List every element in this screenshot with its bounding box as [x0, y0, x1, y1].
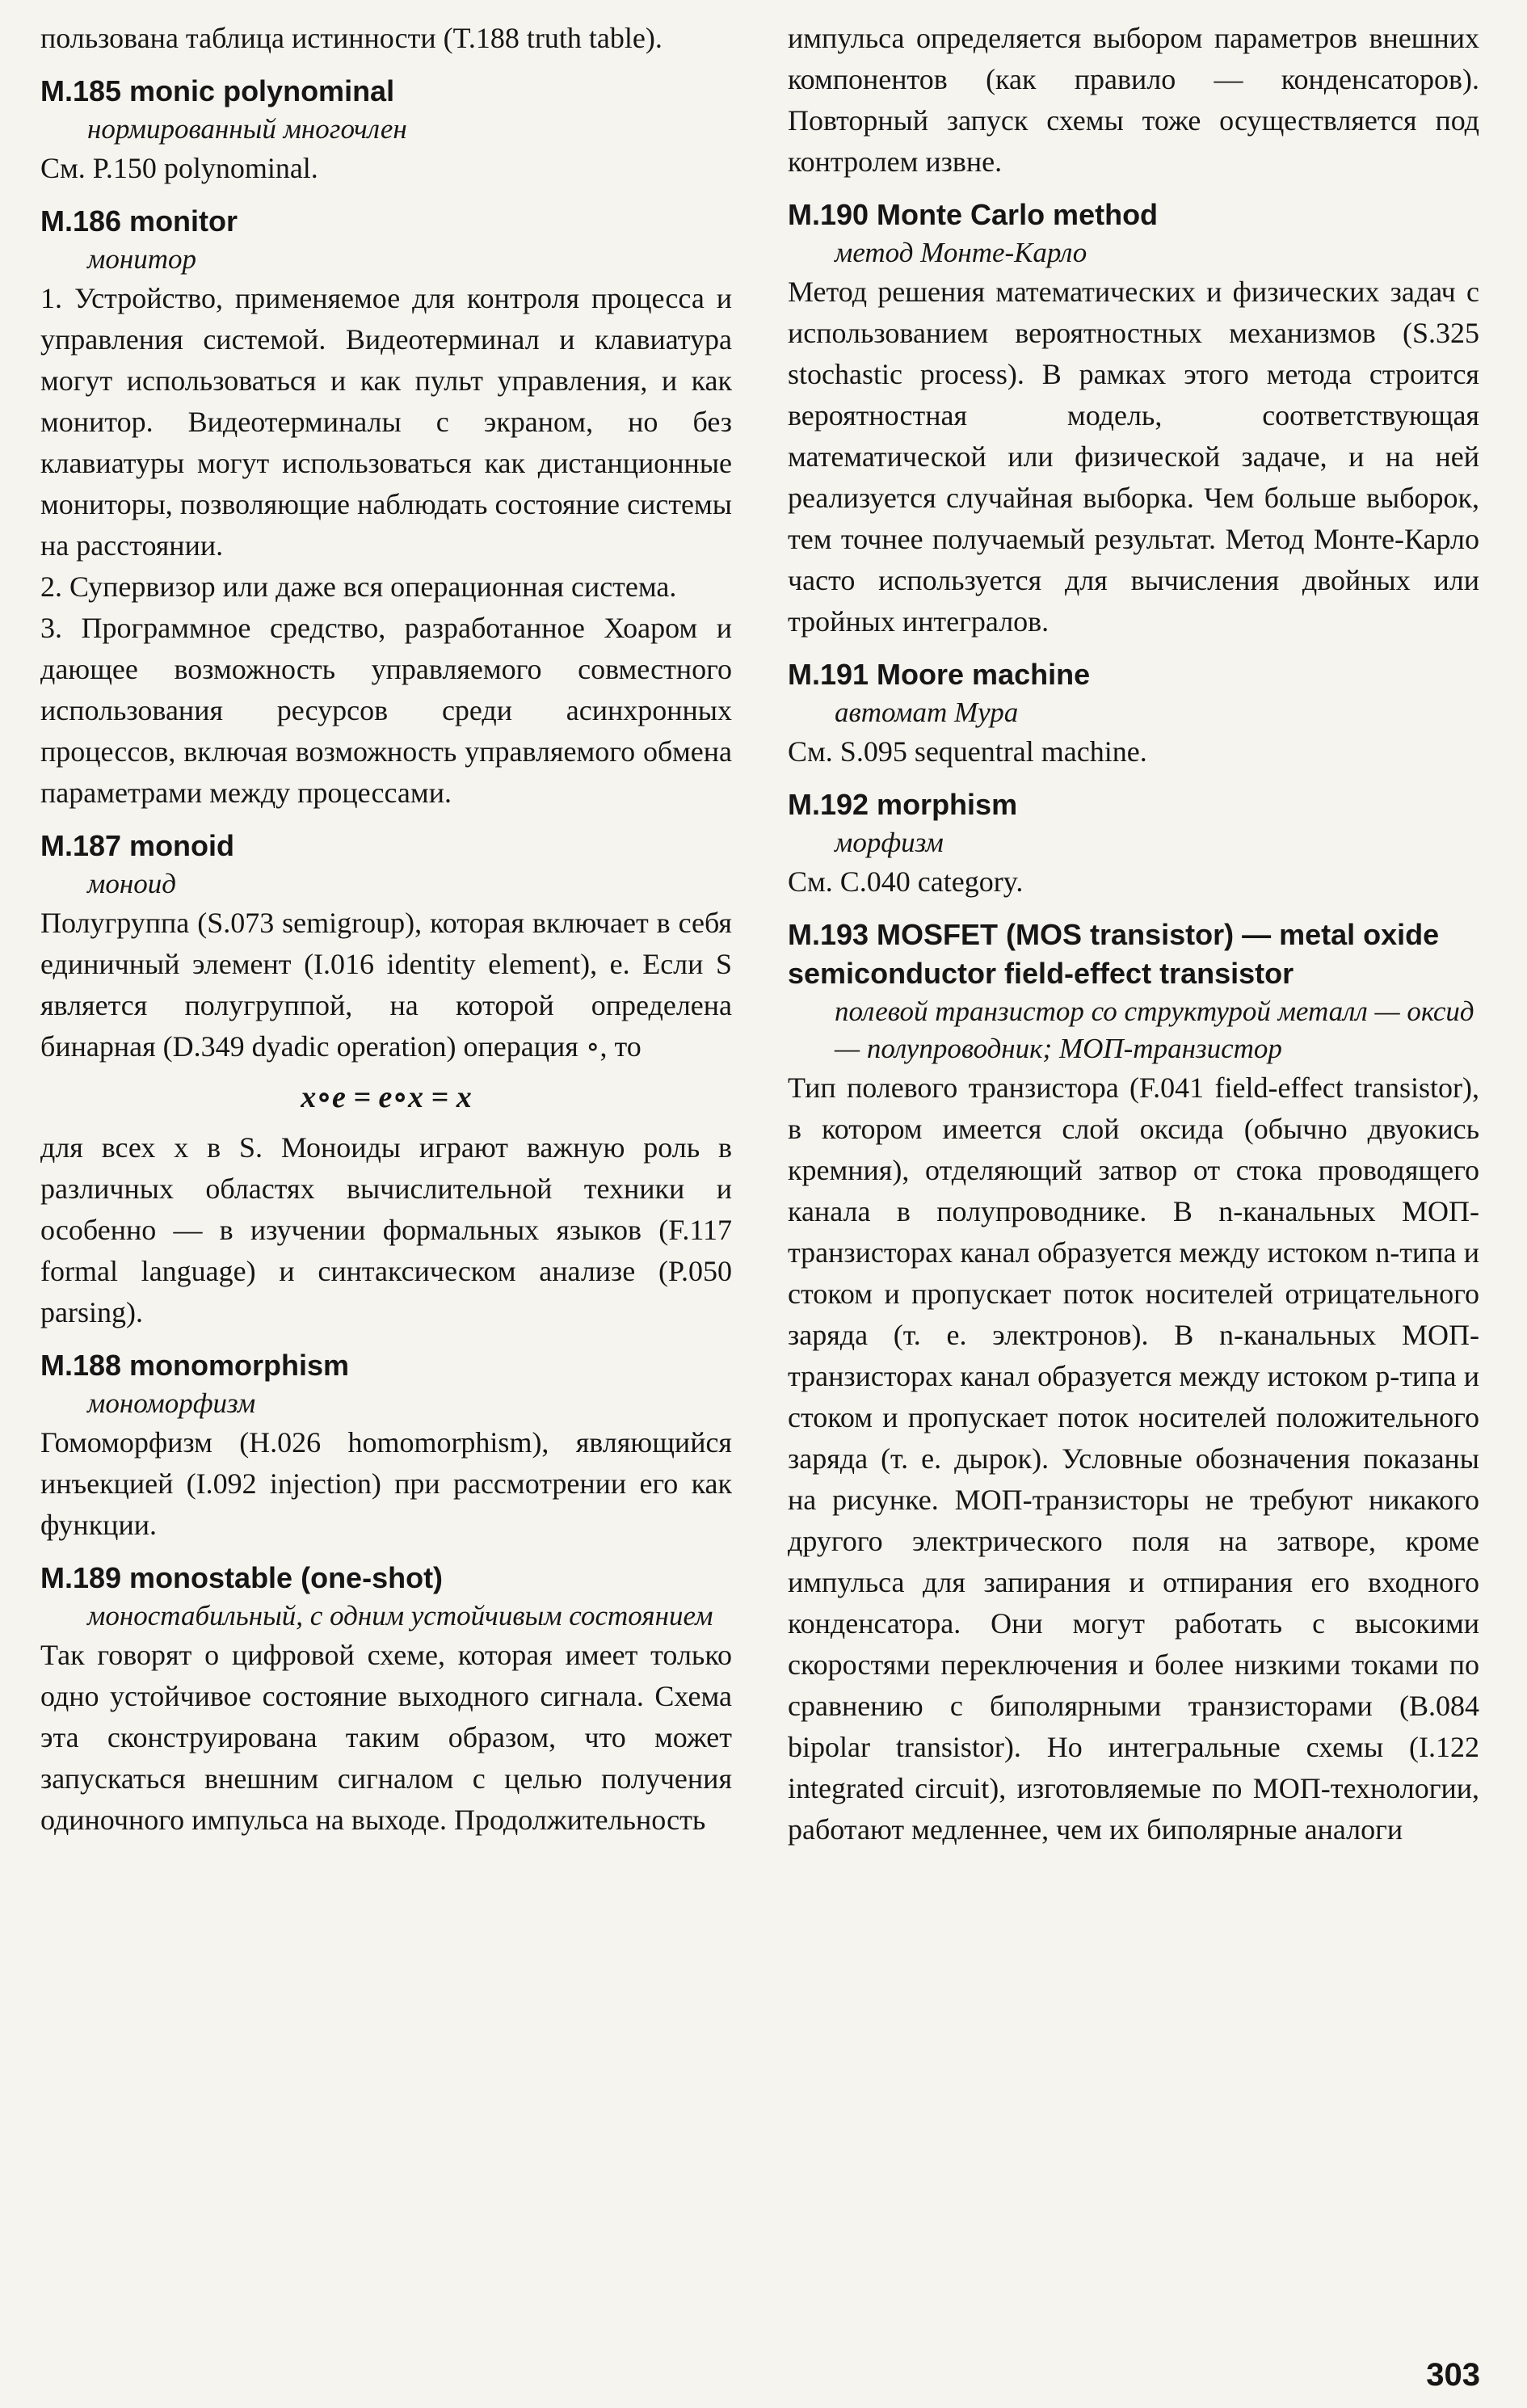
entry-m193 — [788, 916, 1479, 1850]
entry-heading: M.193 MOSFET (MOS transistor) — metal oxide semiconductor field-effect transistor — [788, 918, 1440, 990]
entry-m185 — [40, 72, 732, 189]
entry-translation: монитор — [87, 243, 196, 275]
entry-heading: M.185 monic polynominal — [40, 74, 395, 107]
formula: x∘e = e∘x = x — [301, 1080, 472, 1114]
entry-text: 1. Устройство, применяемое для контроля процесса и управления системой. Видеотерминал и клавиатура могут использоваться и как пульт управления, и как монитор. Видеотерминалы с экраном, но без клавиатуры могут использоваться как дистанционные мониторы, позволяющие наблюдать состояние системы на расстоянии. — [40, 282, 732, 562]
entry-translation: моностабильный, с одним устойчивым состоянием — [87, 1600, 713, 1631]
entry-heading: M.186 monitor — [40, 204, 238, 238]
entry-text: Полугруппа (S.073 semigroup), которая включает в себя единичный элемент (I.016 identity element), e. Если S является полугруппой, на которой определена бинарная (D.349 dyadic operation) операция ∘, то — [40, 907, 732, 1063]
entry-text: Гомоморфизм (H.026 homomorphism), являющийся инъекцией (I.092 injection) при рассмотрении его как функции. — [40, 1426, 732, 1541]
entry-text: 2. Супервизор или даже вся операционная система. — [40, 570, 677, 603]
entry-text: Метод решения математических и физических задач с использованием вероятностных механизмов (S.325 stochastic process). В рамках этого метода строится вероятностная модель, соответствующая математической или физической задаче, и на ней реализуется случайная выборка. Чем больше выборок, тем точнее получаемый результат. Метод Монте-Карло часто используется для вычисления двойных или тройных интегралов. — [788, 276, 1479, 638]
entry-text: Так говорят о цифровой схеме, которая имеет только одно устойчивое состояние выходного сигнала. Схема эта сконструирована таким образом, что может запускаться внешним сигналом с целью получения одиночного импульса на выходе. Продолжительность — [40, 1639, 732, 1836]
page-number: 303 — [1426, 2357, 1480, 2393]
right-column — [788, 18, 1479, 1850]
entry-text: для всех x в S. Моноиды играют важную роль в различных областях вычислительной техники и особенно — в изучении формальных языков (F.117 formal language) и синтаксическом анализе (P.050 parsing). — [40, 1131, 732, 1328]
entry-heading: M.187 monoid — [40, 829, 235, 862]
continued-text: пользована таблица истинности (T.188 truth table). — [40, 22, 663, 54]
entry-heading: M.189 monostable (one-shot) — [40, 1561, 444, 1594]
entry-translation: моноид — [87, 868, 176, 899]
entry-m192 — [788, 785, 1479, 903]
entry-text: 3. Программное средство, разработанное Хоаром и дающее возможность управляемого совместного использования ресурсов среди асинхронных процессов, включая возможность управляемого обмена параметрами между процессами. — [40, 612, 732, 809]
entry-translation: метод Монте-Карло — [835, 237, 1087, 268]
entry-text: См. C.040 category. — [788, 865, 1024, 898]
entry-translation: полевой транзистор со структурой металл — оксид — полупроводник; МОП-транзистор — [835, 996, 1474, 1064]
entry-m187 — [40, 827, 732, 1333]
continued-text: импульса определяется выбором параметров внешних компонентов (как правило — конденсаторов). Повторный запуск схемы тоже осуществляется под контролем извне. — [788, 22, 1479, 178]
entry-text: Тип полевого транзистора (F.041 field-effect transistor), в котором имеется слой оксида (обычно двуокись кремния), отделяющий затвор от стока проводящего канала в полупроводнике. В n-канальных МОП-транзисторах канал образуется между истоком n-типа и стоком и пропускает поток носителей отрицательного заряда (т. е. электронов). В n-канальных МОП-транзисторах канал образуется между истоком p-типа и стоком и пропускает поток носителей положительного заряда (т. е. дырок). Условные обозначения показаны на рисунке. МОП-транзисторы не требуют никакого другого электрического поля на затворе, кроме импульса для запирания и отпирания его входного конденсатора. Они могут работать с высокими скоростями переключения и более низкими токами по сравнению с биполярными транзисторами (B.084 bipolar transistor). Но интегральные схемы (I.122 integrated circuit), изготовляемые по МОП-технологии, работают медленнее, чем их биполярные аналоги — [788, 1071, 1479, 1846]
entry-translation: автомат Мура — [835, 697, 1019, 728]
entry-translation: нормированный многочлен — [87, 113, 407, 145]
entry-m186 — [40, 202, 732, 814]
entry-m190 — [788, 196, 1479, 642]
entry-m188 — [40, 1346, 732, 1546]
entry-heading: M.192 morphism — [788, 788, 1018, 821]
left-column — [40, 18, 732, 1841]
entry-m189 — [40, 1559, 732, 1841]
entry-heading: M.188 monomorphism — [40, 1349, 350, 1382]
entry-translation: мономорфизм — [87, 1387, 256, 1419]
entry-heading: M.190 Monte Carlo method — [788, 198, 1159, 231]
entry-text: См. P.150 polynominal. — [40, 152, 318, 184]
entry-m191 — [788, 655, 1479, 772]
entry-text: См. S.095 sequentral machine. — [788, 735, 1147, 768]
entry-translation: морфизм — [835, 827, 944, 858]
entry-heading: M.191 Moore machine — [788, 658, 1091, 691]
